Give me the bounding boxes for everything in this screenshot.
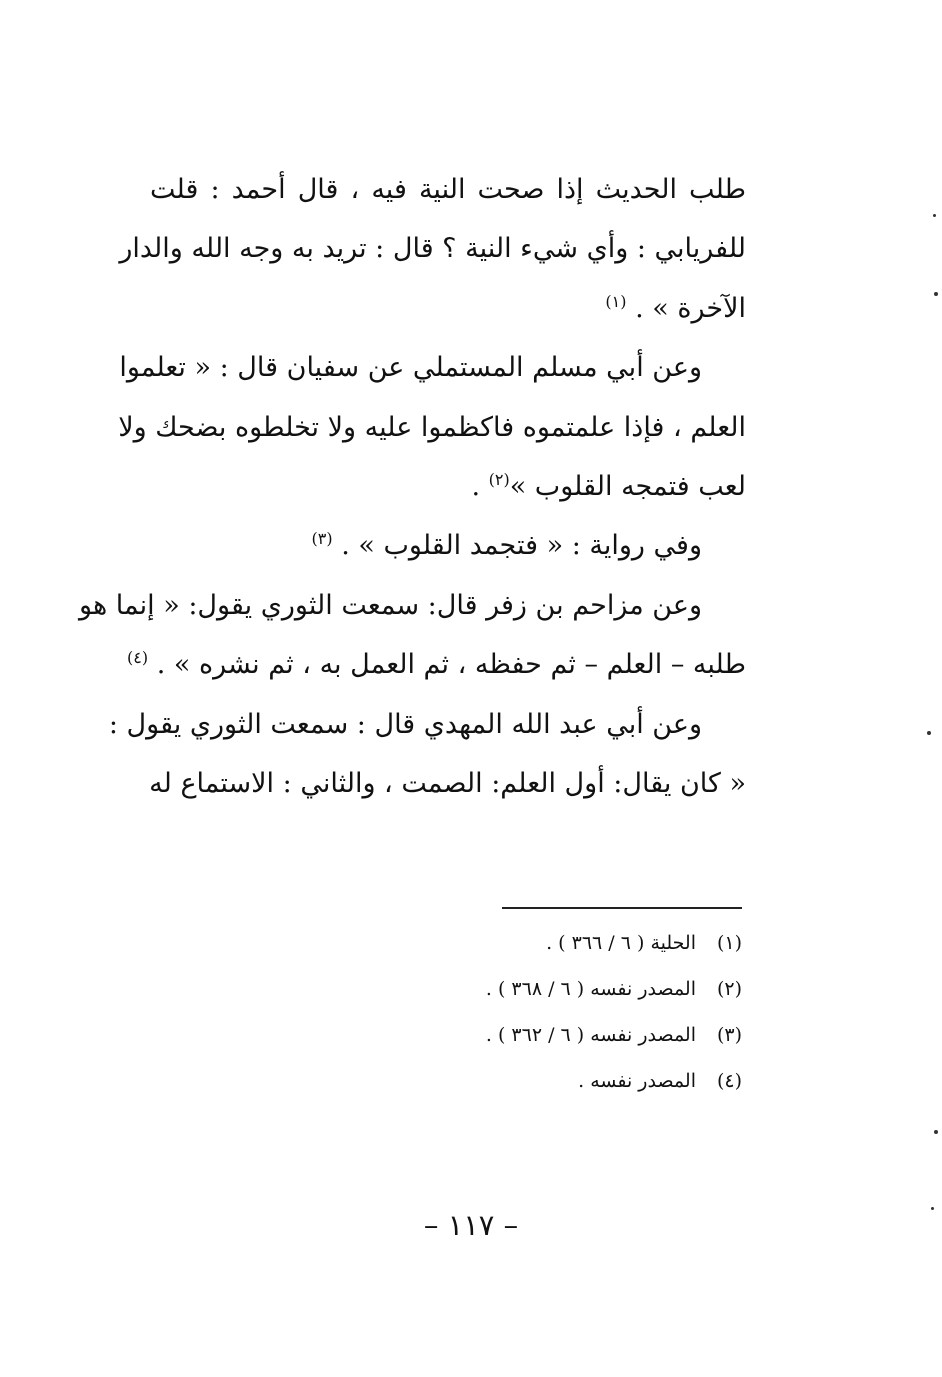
text-line: « كان يقال: أول العلم: الصمت ، والثاني : الاستماع له [149, 768, 746, 800]
text-line [150, 457, 746, 516]
footnote-text: الحلية ( ٦ / ٣٦٦ ) . [546, 932, 696, 954]
text-line [150, 279, 746, 338]
text-line: طلب الحديث إذا صحت النية فيه ، قال أحمد : قلت [150, 174, 746, 205]
text-line [150, 516, 746, 575]
text-segment: الآخرة » . [635, 292, 746, 324]
footnote-item [380, 966, 742, 1012]
footnote-item [380, 1012, 742, 1058]
scan-speck [934, 292, 938, 296]
footnote-number: (١) [716, 932, 742, 954]
footnote-text: المصدر نفسه ( ٦ / ٣٦٢ ) . [485, 1024, 696, 1046]
text-segment: لعب فتمجه القلوب » [509, 471, 746, 503]
footnote-reference: (٢) [488, 470, 510, 490]
text-segment: وفي رواية : « فتجمد القلوب » . [341, 530, 702, 562]
scan-speck [927, 731, 931, 735]
text-line: وعن أبي مسلم المستملي عن سفيان قال : « تعلموا [119, 352, 702, 384]
footnote-text: المصدر نفسه ( ٦ / ٣٦٨ ) . [485, 978, 696, 1000]
text-line: وعن مزاحم بن زفر قال: سمعت الثوري يقول: « إنما هو [79, 589, 702, 621]
page-number: – ١١٧ – [423, 1208, 519, 1242]
footnote-reference: (٤) [127, 648, 149, 668]
scan-speck [931, 1207, 934, 1210]
text-line: للفريابي : وأي شيء النية ؟ قال : تريد به وجه الله والدار [119, 233, 746, 265]
footnotes-block [380, 920, 742, 1104]
footnote-number: (٤) [716, 1070, 742, 1092]
footnote-reference: (٣) [311, 529, 333, 549]
footnote-reference: (١) [605, 291, 627, 311]
scan-speck [933, 214, 936, 217]
footnote-divider [502, 907, 742, 909]
text-segment: . [471, 471, 489, 503]
footnote-text: المصدر نفسه . [578, 1070, 696, 1092]
main-text-block [79, 160, 746, 813]
text-segment: طلبه – العلم – ثم حفظه ، ثم العمل به ، ثم نشره » . [156, 649, 746, 681]
text-line [127, 635, 746, 694]
text-line: وعن أبي عبد الله المهدي قال : سمعت الثوري يقول : [108, 708, 702, 740]
text-line: العلم ، فإذا علمتموه فاكظموا عليه ولا تخلطوه بضحك ولا [118, 411, 746, 443]
footnote-number: (٢) [716, 978, 742, 1000]
footnote-item [380, 920, 742, 966]
scan-speck [934, 1130, 938, 1134]
footnote-item [380, 1058, 742, 1104]
footnote-number: (٣) [716, 1024, 742, 1046]
